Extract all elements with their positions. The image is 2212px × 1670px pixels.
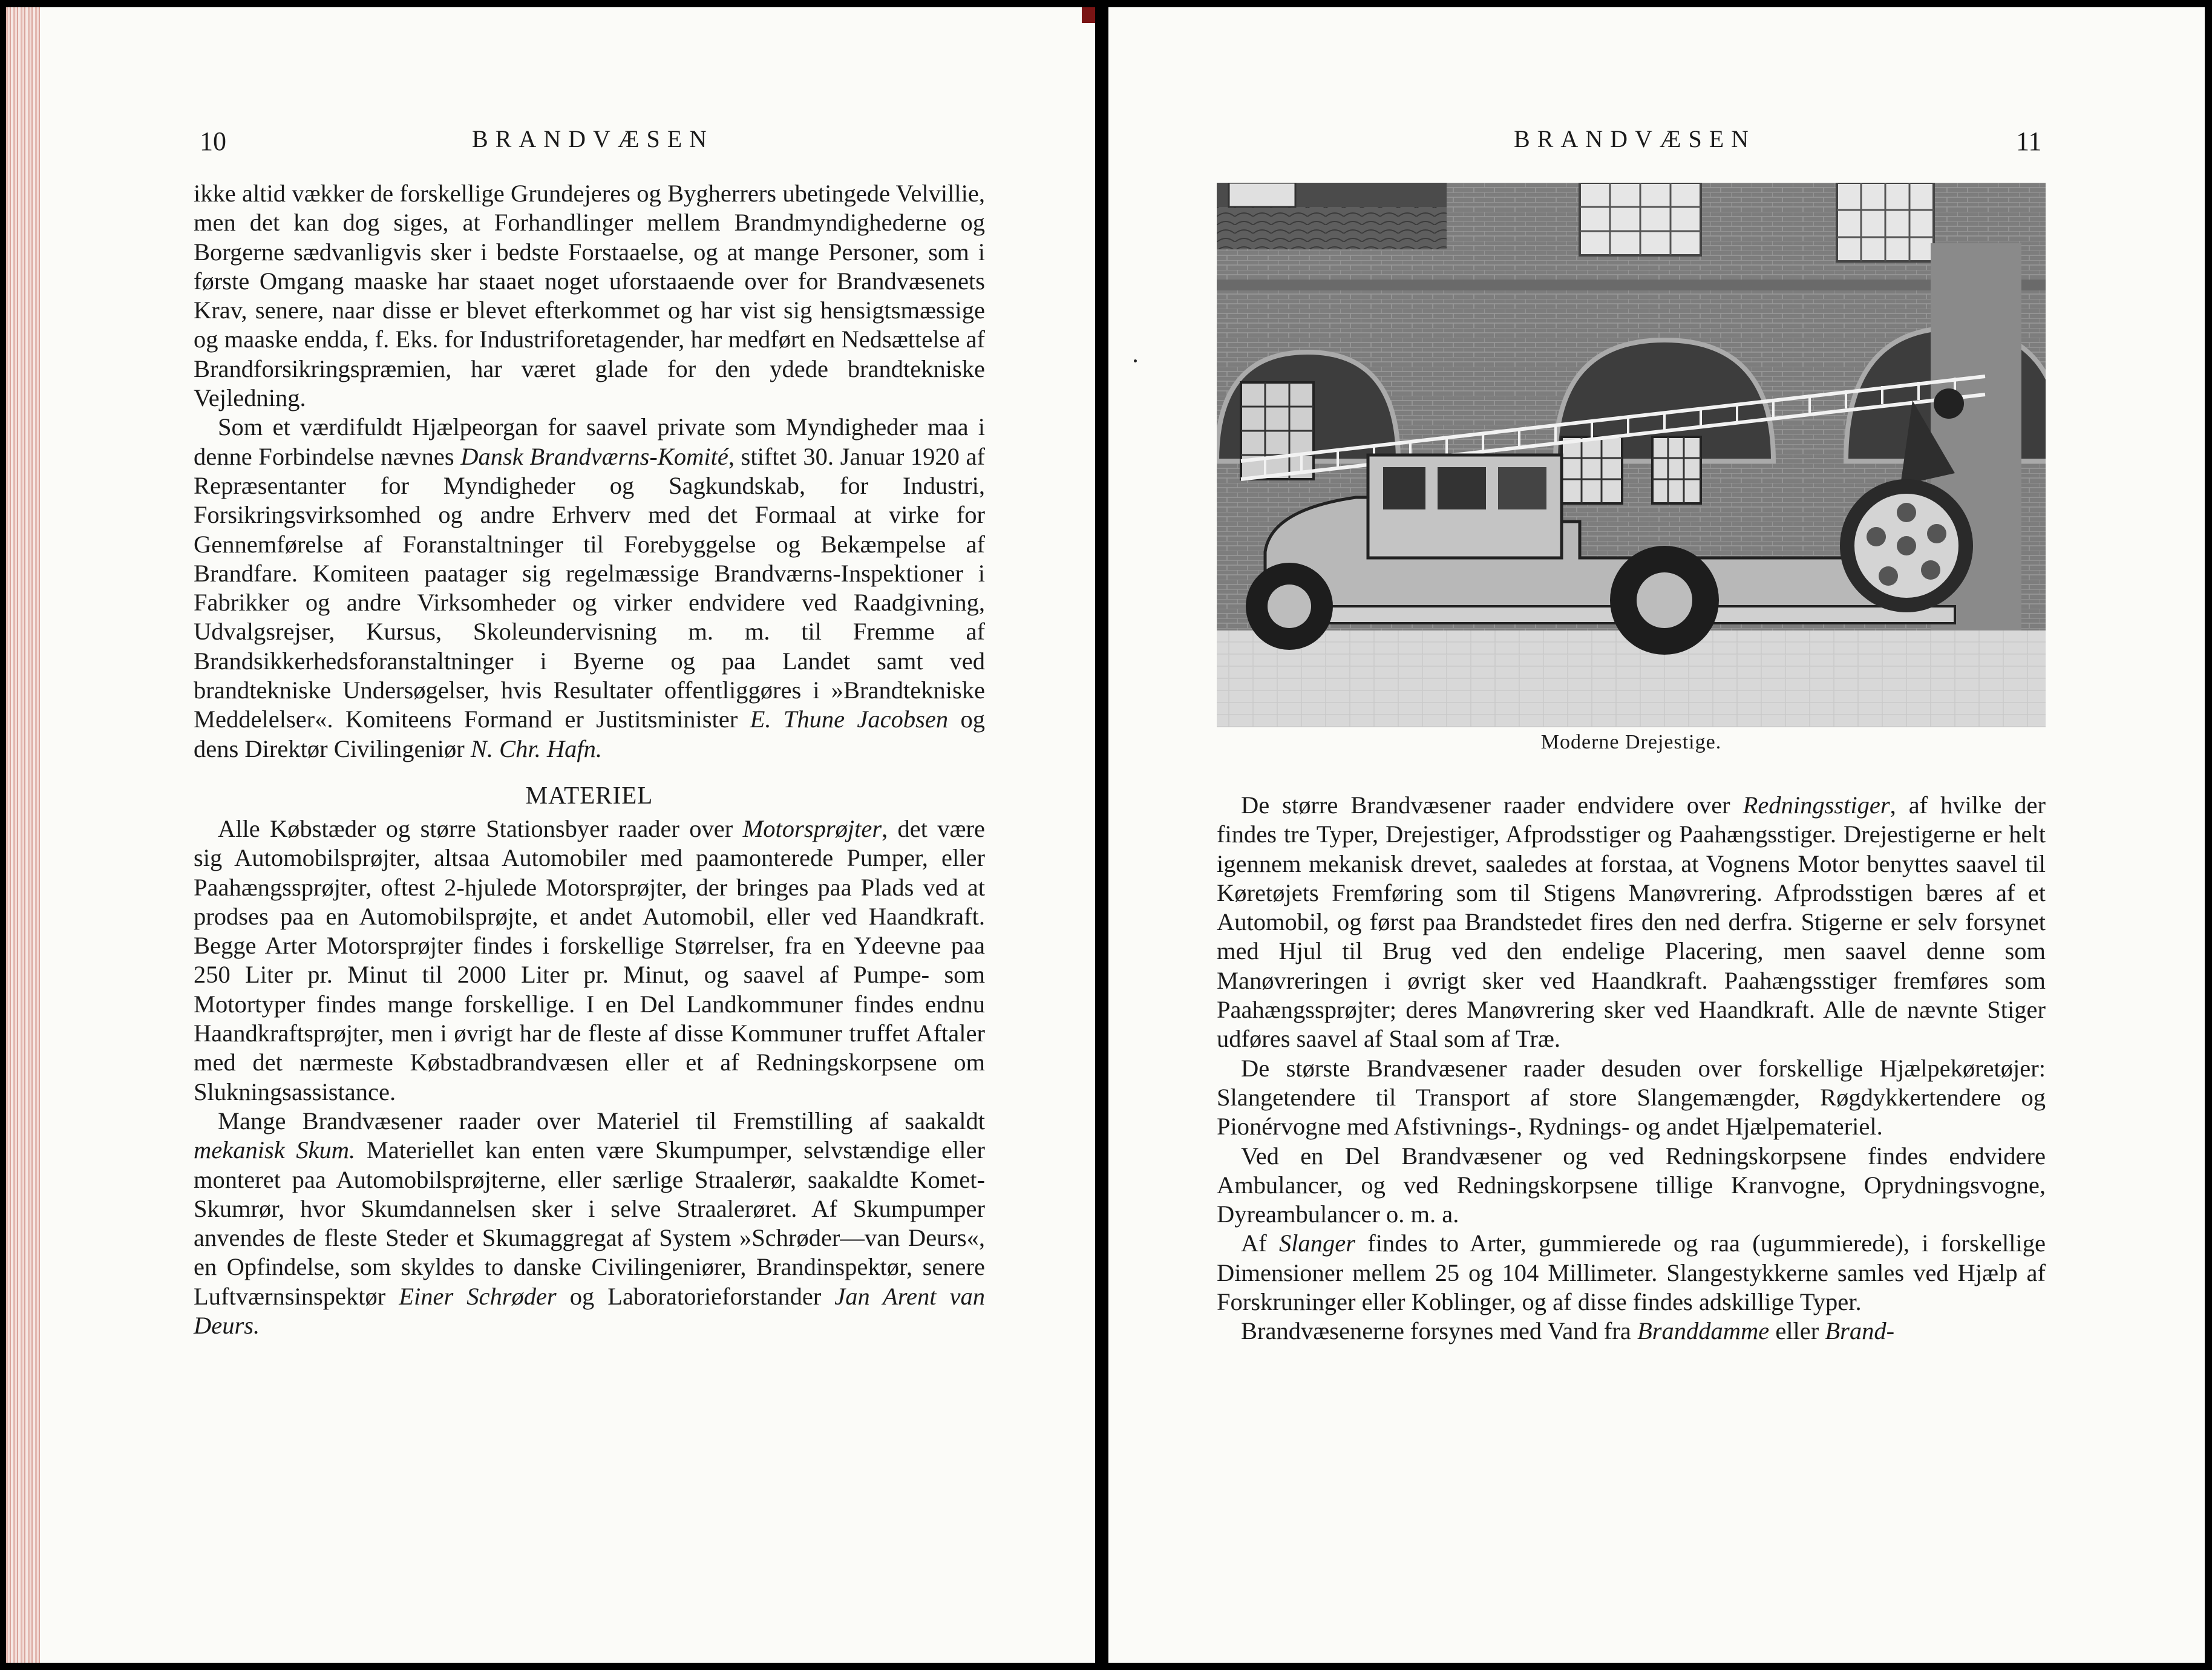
right-page-body <box>1217 791 2046 1346</box>
page-number-right: 11 <box>2016 126 2042 156</box>
paragraph <box>1217 791 2046 1054</box>
text-span: eller <box>1769 1317 1825 1345</box>
italic-span: mekanisk Skum. <box>194 1136 356 1164</box>
left-page-body <box>194 179 985 1340</box>
paragraph <box>1217 1054 2046 1142</box>
spine-bookmark-mark <box>1082 7 1095 23</box>
text-span: Mange Brandvæsener raader over Materiel til Fremstilling af saakaldt <box>218 1107 985 1135</box>
paragraph <box>194 814 985 1107</box>
text-span: ikke altid vækker de forskellige Grundejeres og Bygherrers ubetingede Velvillie, men det kan dog siges, at Forhandlinger mellem Brandmyndighederne og Borgerne sædvanligvis sker i bedste Forstaaelse, og at mange Personer, som i første Omgang maaske har staaet noget uforstaaende over for Brandvæsenets Krav, senere, naar disse er blevet efterkommet og har vist sig hensigtsmæssige og maaske endda, f. Eks. for Industriforetagender, har medført en Nedsættelse af Brandforsikringspræmien, har været glade for den ydede brandtekniske Vejledning. <box>194 180 985 412</box>
text-span: findes to Arter, gummierede og raa (ugummierede), i forskellige Dimensioner mellem 25 og 104 Millimeter. Slangestykkerne samles ved Hjælp af Forskruninger eller Koblinger, og af disse findes adskillige Typer. <box>1217 1230 2046 1316</box>
italic-span: Einer Schrøder <box>399 1282 557 1310</box>
running-head-right: BRANDVÆSEN <box>1514 125 1756 152</box>
paragraph <box>194 413 985 764</box>
text-span: Materiellet kan enten være Skumpumper, selvstændige eller monteret paa Automobilsprøjterne, eller særlige Straalerør, saakaldte Komet-Skumrør, hvor Skumdannelsen sker i selve Straalerøret. Af Skumpumper anvendes de fleste Steder et Skumaggregat af System »Schrøder—van Deurs«, en Opfindelse, som skyldes to danske Civilingeniører, Brandinspektør, senere Luftværnsinspektør <box>194 1136 985 1310</box>
text-span: og Laboratorieforstander <box>556 1282 835 1310</box>
right-paragraphs <box>1217 791 2046 1346</box>
section-heading-materiel: MATERIEL <box>525 781 653 809</box>
figure-caption: Moderne Drejestige. <box>1540 731 1722 753</box>
italic-span: Brand- <box>1825 1317 1895 1345</box>
text-span: , det være sig Automobilsprøjter, altsaa Automobiler med paamonterede Pumper, eller Paahængssprøjter, oftest 2-hjulede Motorsprøjter, der bringes paa Plads ved at prodses paa en Automobilsprøjte, et andet Automobil, eller ved Haandkraft. Begge Arter Motorsprøjter findes i forskellige Størrelser, fra en Ydeevne paa 250 Liter pr. Minut til 2000 Liter pr. Minut, og saavel af Pumpe- som Motortyper findes mange forskellige. I en Del Landkommuner findes endnu Haandkraftsprøjter, men i øvrigt har de fleste af disse Kommuner truffet Aftaler med det nærmeste Købstadbrandvæsen eller et af Redningskorpsene om Slukningsassistance. <box>194 814 985 1105</box>
page-number-left: 10 <box>200 126 226 156</box>
italic-span: Motorsprøjter <box>742 814 882 842</box>
right-page <box>1108 7 2205 1663</box>
fire-truck-photo <box>1217 183 2046 727</box>
left-paragraphs <box>194 179 985 764</box>
left-paragraphs-after <box>194 814 985 1340</box>
text-span: Som et værdifuldt Hjælpeorgan for saavel private som Myndigheder maa i denne Forbindelse nævnes <box>194 413 985 470</box>
paragraph <box>1217 1317 2046 1346</box>
page-edge-strip <box>6 7 40 1663</box>
italic-span: E. Thune Jacobsen <box>750 706 949 733</box>
running-head-left: BRANDVÆSEN <box>472 125 715 152</box>
paragraph <box>194 179 985 413</box>
text-span: og dens Direktør Civilingeniør <box>194 706 985 762</box>
italic-span: Slanger <box>1278 1230 1355 1257</box>
paragraph <box>1217 1229 2046 1317</box>
text-span: De større Brandvæsener raader endvidere over <box>1241 791 1743 819</box>
italic-span: N. Chr. Hafn. <box>470 735 602 762</box>
text-span: Alle Købstæder og større Stationsbyer raader over <box>218 814 743 842</box>
italic-span: Branddamme <box>1637 1317 1770 1345</box>
text-span: , stiftet 30. Januar 1920 af Repræsentanter for Myndigheder og Sagkundskab, for Industri, Forsikringsvirksomhed og andre Erhverv med det Formaal at virke for Gennemførelse af Foranstaltninger til Forebyggelse og Bekæmpelse af Brandfare. Komiteen paatager sig regelmæssige Brandværns-Inspektioner i Fabrikker og andre Virksomheder og virker endvidere ved Raadgivning, Udvalgsrejser, Kursus, Skoleundervisning m. m. til Fremme af Brandsikkerhedsforanstaltninger i Byerne og paa Landet samt ved brandtekniske Undersøgelser, hvis Resultater offentliggøres i »Brandtekniske Meddelelser«. Komiteens Formand er Justitsminister <box>194 442 985 733</box>
paragraph <box>194 1107 985 1340</box>
italic-span: Redningsstiger <box>1742 791 1890 819</box>
left-page <box>6 7 1095 1663</box>
italic-span: Jan Arent van Deurs. <box>194 1282 986 1339</box>
italic-span: Dansk Brandværns-Komité <box>460 442 728 470</box>
page-speck <box>1134 359 1137 362</box>
text-span: Ved en Del Brandvæsener og ved Redningskorpsene findes endvidere Ambulancer, og ved Redningskorpsene tillige Kranvogne, Oprydningsvogne, Dyreambulancer o. m. a. <box>1217 1142 2046 1228</box>
text-span: Af <box>1241 1230 1279 1257</box>
text-span: , af hvilke der findes tre Typer, Drejestiger, Afprodsstiger og Paahængsstiger. Drejestigerne er helt igennem mekanisk drevet, saaledes at forstaa, at Vognens Motor benyttes saavel til Køretøjets Fremføring som til Stigens Manøvrering. Afprodsstigen bæres af et Automobil, og først paa Brandstedet fires den ned derfra. Stigerne er selv forsynet med Hjul til Brug ved den endelige Placering, men saavel denne som Manøvreringen i øvrigt sker ved Haandkraft. Paahængsstiger fremføres som Paahængssprøjter; deres Manøvrering sker ved Haandkraft. Alle de nævnte Stiger udføres saavel af Staal som af Træ. <box>1217 791 2046 1053</box>
turntable-ladder-illustration <box>1217 183 2046 727</box>
text-span: De største Brandvæsener raader desuden over forskellige Hjælpekøretøjer: Slangetendere til Transport af store Slangemængder, Røgdykkertendere og Pionérvogne med Afstivnings-, Rydnings- og andet Hjælpemateriel. <box>1217 1054 2046 1141</box>
text-span: Brandvæsenerne forsynes med Vand fra <box>1241 1317 1637 1345</box>
paragraph <box>1217 1142 2046 1230</box>
